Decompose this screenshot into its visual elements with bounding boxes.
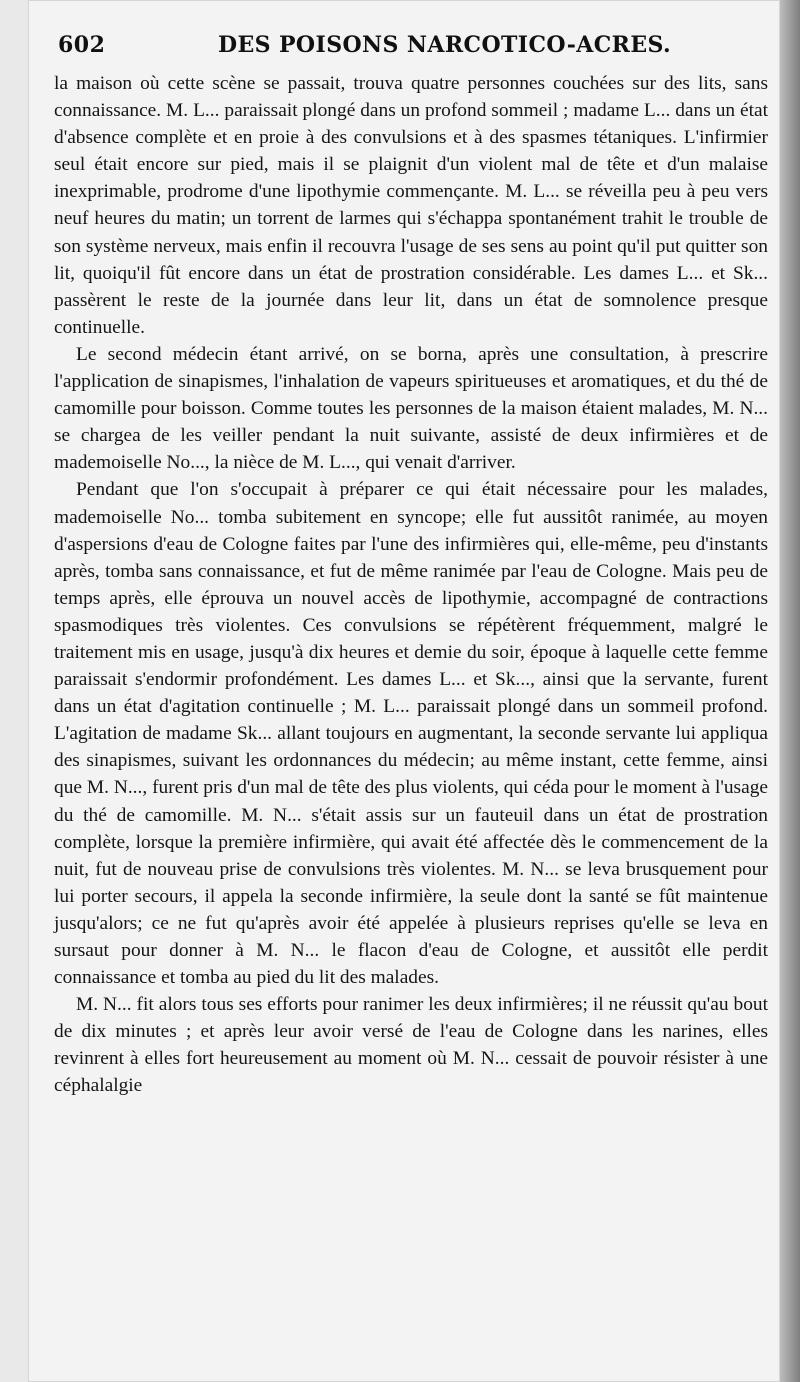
running-title: DES POISONS NARCOTICO-ACRES. — [218, 32, 672, 58]
paragraph-4: M. N... fit alors tous ses efforts pour ranimer les deux infirmières; il ne réussit qu'au bout de dix minutes ; et après leur avoir versé de l'eau de Cologne dans les narines, elles revinrent à elles fort heureusement au moment où M. N... cessait de pouvoir résister à une céphalalgie — [54, 994, 768, 1097]
paragraph-2: Le second médecin étant arrivé, on se borna, après une consultation, à prescrire l'application de sinapismes, l'inhalation de vapeurs spiritueuses et aromatiques, et du thé de camomille pour boisson. Comme toutes les personnes de la maison étaient malades, M. N... se chargea de les veiller pendant la nuit suivante, assisté de deux infirmières et de mademoiselle No..., la nièce de M. L..., qui venait d'arriver. — [54, 343, 768, 474]
page-number: 602 — [58, 32, 106, 58]
paragraph-1: la maison où cette scène se passait, trouva quatre personnes couchées sur des lits, sans connaissance. M. L... paraissait plongé dans un profond sommeil ; madame L... dans un état d'absence complète et en proie à des convulsions et à des spasmes tétaniques. L'infirmier seul était encore sur pied, mais il se plaignit d'un violent mal de tête et d'un malaise inexprimable, prodrome d'une lipothymie commençante. M. L... se réveilla peu à peu vers neuf heures du matin; un torrent de larmes qui s'échappa spontanément trahit le trouble de son système nerveux, mais enfin il recouvra l'usage de ses sens au point qu'il put quitter son lit, quoiqu'il fût encore dans un état de prostration considérable. Les dames L... et Sk... passèrent le reste de la journée dans leur lit, dans un état de somnolence presque continuelle. — [54, 73, 768, 338]
paragraph-3: Pendant que l'on s'occupait à préparer ce qui était nécessaire pour les malades, mademoiselle No... tomba subitement en syncope; elle fut aussitôt ranimée, au moyen d'aspersions d'eau de Cologne faites par l'une des infirmières qui, elle-même, peu d'instants après, tomba sans connaissance, et fut de même ranimée par l'eau de Cologne. Mais peu de temps après, elle éprouva un nouvel accès de lipothymie, accompagné de contractions spasmodiques très violentes. Ces convulsions se répétèrent fréquemment, malgré le traitement mis en usage, jusqu'à dix heures et demie du soir, époque à laquelle cette femme paraissait s'endormir profondément. Les dames L... et Sk..., ainsi que la servante, furent dans un état d'agitation continuelle ; M. L... paraissait plongé dans un sommeil profond. L'agitation de madame Sk... allant toujours en augmentant, la seconde servante lui appliqua des sinapismes, suivant les ordonnances du médecin; au même instant, cette femme, ainsi que M. N..., furent pris d'un mal de tête des plus violents, qui céda pour le moment à l'usage du thé de camomille. M. N... s'était assis sur un fauteuil dans un état de prostration complète, lorsque la première infirmière, qui avait été affectée dès le commencement de la nuit, fut de nouveau prise de convulsions très violentes. M. N... se leva brusquement pour lui porter secours, il appela la seconde infirmière, la seule dont la santé se fût maintenue jusqu'alors; ce ne fut qu'après avoir été appelée à plusieurs reprises qu'elle se leva en sursaut pour donner à M. N... le flacon d'eau de Cologne, et aussitôt elle perdit connaissance et tomba au pied du lit des malades. — [54, 479, 768, 989]
page-body — [54, 70, 768, 1360]
document-page — [28, 0, 780, 1382]
page-right-edge — [780, 0, 800, 1382]
page-header — [58, 30, 748, 62]
